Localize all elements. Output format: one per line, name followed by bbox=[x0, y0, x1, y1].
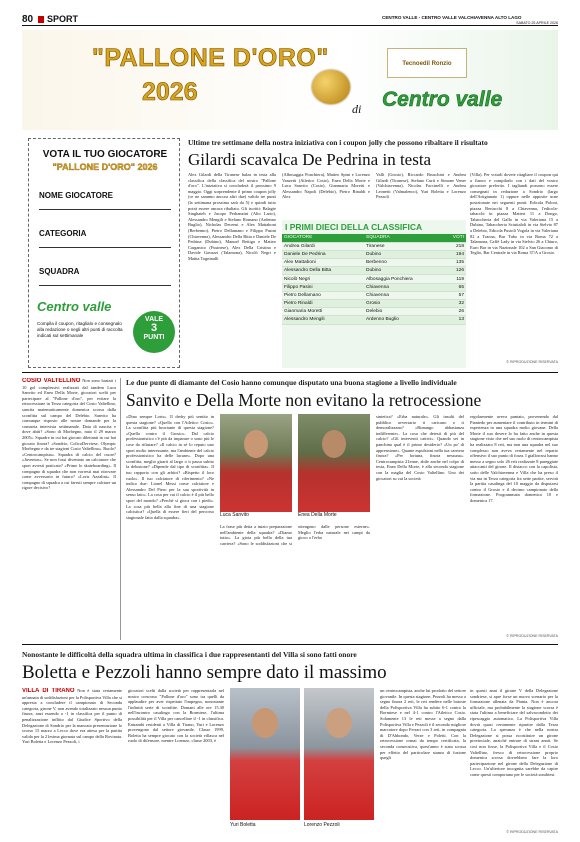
ranking-title: I PRIMI DIECI DELLA CLASSIFICA bbox=[285, 222, 423, 232]
banner-title-line1: "PALLONE D'ORO" bbox=[92, 44, 329, 72]
villa-kicker: Nonostante le difficoltà della squadra ultima in classifica i due rappresentanti del Villa si sono fatti onore bbox=[22, 650, 357, 659]
cosio-kicker: Le due punte di diamante del Cosio hanno comunque disputato una buona stagione a livello individuale bbox=[126, 378, 457, 387]
ranking-row bbox=[282, 283, 466, 291]
coupon-logo: Centro valle bbox=[37, 299, 112, 314]
ranking-header-team: SQUADRA bbox=[364, 234, 436, 242]
ranking-cell-player: Pietro Dellamano bbox=[282, 291, 364, 299]
date-line: SABATO 25 APRILE 2026 bbox=[516, 21, 558, 25]
cosio-left-column bbox=[22, 378, 116, 640]
top-article-copyright: © RIPRODUZIONE RISERVATA bbox=[506, 360, 558, 364]
ranking-cell-team: Berbenno bbox=[364, 259, 436, 267]
ranking-cell-votes: 57 bbox=[436, 291, 466, 299]
ranking-cell-team: Grosio bbox=[364, 300, 436, 308]
coupon-field-team-input[interactable] bbox=[39, 285, 171, 286]
cosio-left-text: Non sono bastati i 10 gol complessivi realizzati dal tandem Luca Sanvito ed Enea Della Morte, giocatori scelti per partecipare al "Pallone d'oro", per evitare la retrocessione in Terza categoria del Cosio Valtellino, sancita matematicamente domenica scorsa dalla sconfitta sul campo del Delebio. Sanvito ha comunque risposto alle nostre domande per la consueta intervista settimanale. Data di nascita e dove abiti? «Sono di Morbegno, nato il 29 marzo 2005». Squadre in cui hai giocato dilettanti in cui hai giocato finora? «Sondrio, ColicoDerviese, Olympic Morbegno e da tre stagioni Cosio Valtellino». Ruolo? «Centrocampista». Squadra di calcio del cuore? «Juventus». Se non fossi diventato un calciatore che sport avresti praticato? «Primo lo skateboarding». Il compagno di squadra che non vorresti mai ritrovare come avversario in futuro? «Loris Azzalini». Il compagno di squadra a cui faresti sempre calciare un rigore decisivo? bbox=[22, 378, 116, 491]
cosio-copyright: © RIPRODUZIONE RISERVATA bbox=[506, 634, 558, 638]
ranking-table bbox=[282, 234, 466, 325]
villa-col1-text: Non è stata certamente un'annata di soddisfazioni per la Polisportiva Villa che si appresta a concludere il campionato di Seconda categoria, girone V, non avendo totalizzato nessun punto finora, anzi essendo a -1 in classifica per il punto di penalizzazione inflitto dal Giudice Sportivo della Delegazione di Sondrio per la mancata presentazione lo scorso 15 marzo a Lecco dove era attesa per la partita valida per la 21esima giornata sul campo della Rovinata. Yuri Boletta e Lorenzo Pezzoli, i bbox=[22, 688, 122, 745]
coupon-field-category-input[interactable] bbox=[39, 247, 171, 248]
page-header bbox=[22, 14, 558, 26]
ranking-header-votes: VOTI bbox=[436, 234, 466, 242]
ranking-cell-player: Andrea Gilardi bbox=[282, 242, 364, 250]
ranking-row bbox=[282, 316, 466, 324]
villa-headline: Boletta e Pezzoli hanno sempre dato il massimo bbox=[22, 662, 387, 683]
ranking-row bbox=[282, 308, 466, 316]
ranking-cell-player: Filippo Pasini bbox=[282, 283, 364, 291]
ranking-cell-team: Chiavenna bbox=[364, 291, 436, 299]
ranking-cell-player: Alessandro Della Bitta bbox=[282, 267, 364, 275]
ranking-cell-votes: 32 bbox=[436, 300, 466, 308]
ranking-cell-player: Alex Mattaboni bbox=[282, 259, 364, 267]
villa-copyright: © RIPRODUZIONE RISERVATA bbox=[506, 830, 558, 834]
vote-coupon[interactable] bbox=[28, 138, 180, 368]
badge-line1: VALE bbox=[144, 316, 164, 323]
coupon-points-badge bbox=[133, 311, 175, 353]
ranking-header-row bbox=[282, 234, 466, 242]
coupon-field-name-label: NOME GIOCATORE bbox=[39, 191, 113, 200]
ranking-cell-team: Ardenno Buglio bbox=[364, 316, 436, 324]
ranking-cell-votes: 65 bbox=[436, 283, 466, 291]
cosio-photo-column-text: La frase più detta a inizio preparazione nell'ambiente della squadra? «Diamo tutto». La gioia più bella della tua carriera? «Sono le soddisfazioni che si ottengono dalle persone esterne». Meglio l'erba naturale nei campi da gioco o l'erba bbox=[220, 524, 370, 546]
ranking-cell-player: Pietro Rinaldi bbox=[282, 300, 364, 308]
ranking-cell-team: Dubino bbox=[364, 267, 436, 275]
ranking-cell-team: Dubino bbox=[364, 250, 436, 258]
top-article-col2: (Albosaggia Ponchiera), Matteo Spini e Lorenzo Vanzetti (Atletico Cosio), Enea Della Morte e Luca Sanvito (Cosio), Gianmaria Moretti e Alessandro Napoli (Delebio), Pietro Rinaldi e Alex bbox=[282, 172, 370, 200]
caption-lorenzo-pezzoli: Lorenzo Pezzoli bbox=[304, 822, 374, 830]
sponsor-logo: Tecnoedil Ronzio bbox=[387, 48, 467, 78]
ranking-cell-team: Tiranese bbox=[364, 242, 436, 250]
cosio-mid-column: «Dino sempre Loris». Il derby più sentito in questa stagione? «Quello con l'Atletico Cosio». La sconfitta più bruciante di questa stagione? «Quella contro il Grosio». Dal calcio professionistico c'è più da imparare o sono più le cose da rifiutare? «Il calcio in sé lo reputo uno sport molto interessante, ma l'ambiente del calcio professionistico ha delle lacune». Dopo una sconfitta, meglio girarti al largo o ti passa subito la delusione? «Dipende dal tipo di sconfitta». Il tuo rapporto con gli arbitri? «Rispetto il loro ruolo». Il tuo calciatore di riferimento? «Ne indico due: Lionel Messi come calciatore e Alessandro Del Piero per la sua sportività in senso lato». La cosa per cui il calcio è il più bello sport del mondo? «Perché si gioca con i piedi». La cosa più bella alla fine di una stagione calcistica? «Quella di essere fieri del percorso stagionale fatto dalla squadra». bbox=[126, 414, 214, 520]
coupon-field-name-input[interactable] bbox=[39, 209, 171, 210]
column-rule bbox=[120, 378, 121, 640]
source-line: CENTRO VALLE - CENTRO VALLE VALCHIAVENNA ALTO LAGO bbox=[382, 15, 522, 20]
ranking-body bbox=[282, 242, 466, 324]
ranking-cell-votes: 194 bbox=[436, 250, 466, 258]
ranking-cell-team: Delebio bbox=[364, 308, 436, 316]
centro-valle-logo: Centro valle bbox=[382, 88, 503, 111]
ranking-cell-votes: 135 bbox=[436, 259, 466, 267]
banner-title-line2: 2026 bbox=[142, 78, 198, 106]
caption-yuri-boletta: Yuri Boletta bbox=[230, 822, 300, 830]
contest-banner bbox=[22, 30, 558, 130]
villa-col3: un centrocampista, anche lui prodotto del settore giovanile. In questa stagione, Pezzoli ha messo a segno finora 2 reti, le reti rendere nelle batoste della Polisportiva Villa ha subito 6-1 contro la Bormiese e nel 4-1 contro l'Atletico Cosio. Solamente 13 le reti messe a segno dalla Polisportiva Villa e Pezzoli è il secondo migliore marcatore dopo Ferrari con 3 reti, in compagnia di D'Abbondo, Verze e Poletti. Con la retrocessione ormai da tempo certificata, la seconda consecutiva, quest'anno è stata scossa per effetto del particolare stanza di fusione quegli bbox=[380, 688, 466, 761]
ranking-row bbox=[282, 267, 466, 275]
villa-col2: giocatori scelti dalla società per rappresentarla nel nostro concorso "Pallone d'oro" sono tra quelli da applaudire per aver rispettato l'impegno, nonostante l'infinità serie di sconfitte. Domani alle ore 15.30 nell'incontro casalingo con la Bormiese, l'ultima possibilità per il Villa per cancellare il -1 in classifica. Entrambi residenti a Villa di Tirano, Yuri e Lorenzo provengono dal settore giovanile. Classe 1999, Boletta ha sempre giocato con la società villasca nel ruolo di difensore, mentre Lorenzo, classe 2003, è bbox=[128, 688, 224, 744]
ranking-cell-player: Nicolò Negri bbox=[282, 275, 364, 283]
caption-luca-sanvito: Luca Sanvito bbox=[220, 512, 292, 520]
ranking-cell-votes: 13 bbox=[436, 316, 466, 324]
ranking-cell-player: Gianmaria Moretti bbox=[282, 308, 364, 316]
cosio-far-column: regolarmente aveva puntato, provenendo dal Piantedo per aumentare il contributo in termini di esperienza in una squadra molto giovane. Della Morte il suo dovere lo ha fatto anche in questa stagione visto che nel suo ruolo di centrocampista ha realizzato 8 reti, ma non una squadra nel suo complesso non aveva certamente nel reparto offensivo il suo punto di forza. I giallorossi hanno messo a segno solo 26 reti realizzate 8 pareggiate attaccanti del girone. Il distacco con la capolista, sotto delle Valchiavenna e Villa che ha preso il via ma in Terza categoria fra sette partite, servirà la partita casalinga del 10 maggio da disputarsi contro il Grosio e il decimo campionato della formazione. Programmata domenica 10 e domenica 17. bbox=[470, 414, 558, 503]
ranking-row bbox=[282, 275, 466, 283]
ranking-cell-votes: 119 bbox=[436, 275, 466, 283]
photo-yuri-boletta bbox=[230, 688, 300, 820]
top-article-headline: Gilardi scavalca De Pedrina in testa bbox=[188, 150, 432, 169]
page-number: 80 bbox=[22, 14, 34, 25]
villa-col1 bbox=[22, 688, 122, 834]
coupon-field-category-label: CATEGORIA bbox=[39, 229, 87, 238]
section-marker bbox=[38, 16, 44, 23]
coupon-subheading: "PALLONE D'ORO" 2026 bbox=[52, 162, 158, 172]
villa-dateline: VILLA DI TIRANO bbox=[22, 688, 75, 694]
caption-enea-della-morte: Enea Della Morte bbox=[298, 512, 370, 520]
top-article-col3: Valli (Grosio), Riccardo Bruschini e Andrea Gilardi (Tiranese), Stefano Curti e Simone Vener (Valchiavenna), Nicolas Faccinelli e Andrea Leonetti (Valmalenco), Yuri Boletta e Lorenzo Pezzoli bbox=[376, 172, 466, 200]
player-face bbox=[252, 708, 278, 738]
cosio-headline: Sanvito e Della Morte non evitano la retrocessione bbox=[126, 390, 482, 410]
ranking-row bbox=[282, 300, 466, 308]
player-face bbox=[244, 430, 268, 458]
player-face bbox=[326, 708, 352, 738]
banner-di: di bbox=[352, 102, 362, 116]
player-face bbox=[322, 430, 346, 458]
divider bbox=[22, 644, 558, 645]
coupon-instructions: Compila il coupon, ritaglialo e consegnalo alla redazione o negli altri punti di raccolta indicati sul settimanale bbox=[37, 321, 123, 338]
coupon-heading: VOTA IL TUO GIOCATORE bbox=[42, 149, 168, 160]
ranking-box bbox=[282, 220, 466, 368]
ranking-row bbox=[282, 250, 466, 258]
top-article-kicker: Ultime tre settimane della nostra iniziativa con i coupon jolly che possono ribaltare il risultato bbox=[188, 138, 488, 147]
coupon-field-team-label: SQUADRA bbox=[39, 267, 80, 276]
cosio-right-column: sintetica? «Erba naturale». Gli insulti del pubblico avversario ti caricano o ti demoralizzano? «Rimango abbastanza indifferente». La cosa che detesti di più del calcio? «Gli interventi cattivi». Quando sei in panchina qual è il primo desiderio? «Un po' di apprensione». Quante espulsioni nella tua carriera finora? «Per fortuna, finora nessuna». Centrocampista 21enne, abile anche nel colpo di testa, Enea Della Morte, è alla seconda stagione con la maglia del Cosio Valtellino. Uno dei giocatori su cui la società bbox=[376, 414, 464, 481]
top-article-col4: (Villa). Per votarli dovete ritagliare il coupon qui a fianco e compilarlo con i dati del vostro giocatore preferito. I tagliandi possono essere consegnati in redazione a Sondrio (largo dell'Artigianato 1) oppure nelle apposite urne posizionate nei seguenti punti: Edicola Poloni, piazza Bertacchi 8 a Chiavenna, l'edicola-tabacchi in piazza Matteri 11 a Dongo, Tabaccheria del Gallo in via Valeriana 15 a Dubino, Tabaccheria Sciuttaloli in via Stelvio 87 a Delebio, Edicola Pustoli Vogola in via Valeriana 82 a Traona, Bar Tubo in via Roma 72 a Talamona, Caffè Lady in via Stelvio 26 a Chiuro, Euro Bar in via Nazionale 102 a San Giacomo di Teglio, Bar Centrale in via Roma 37/A a Grosio. bbox=[470, 172, 558, 256]
photo-luca-sanvito bbox=[220, 414, 292, 512]
photo-enea-della-morte bbox=[298, 414, 370, 512]
badge-line3: PUNTI bbox=[143, 334, 165, 341]
badge-line2: 3 bbox=[150, 322, 158, 334]
ranking-cell-team: Chiavenna bbox=[364, 283, 436, 291]
top-article-col1: Alex Gilardi della Tiranese balza in testa alla classifica della classifica del nostro "Pallone d'oro". L'iniziativa si concluderà il prossimo 9 maggio. Oggi sorprendente il primo coupon jolly (ce ne saranno ancora altri due) valido tre punti (la settimana prossima sarà da 5) e quindi tutto potrà essere ancora ribaltato. Gli iscritti: Balagie Singhateh e Jacopo Pedranzini (Alto Lario), Alessandro Mengili e Stefano Romano (Ardenno Buglio), Nicholas Decensi e Alex Mattaboni (Berbenno), Pietro Dellamano e Filippo Pasini (Chiavenna), Alessandro Della Bitta e Daniele De Pedrina (Dubino), Manuel Bettiga e Matteo Carganico (Fusinese), Alex Della Cristina e Davide Gavazzi (Talamona), Nicolò Negri e Mattia Togninalli bbox=[188, 172, 276, 261]
ranking-cell-votes: 26 bbox=[436, 308, 466, 316]
ranking-row bbox=[282, 242, 466, 250]
ranking-header-player: GIOCATORE bbox=[282, 234, 364, 242]
section-name: SPORT bbox=[47, 14, 79, 24]
trophy-icon bbox=[312, 70, 350, 104]
ranking-row bbox=[282, 291, 466, 299]
photo-lorenzo-pezzoli bbox=[304, 688, 374, 820]
ranking-cell-votes: 218 bbox=[436, 242, 466, 250]
villa-col4: in questi anni il girone V della Delegazione sondriese, si apre forse un nuovo scenario per la formazione allenata da Pianta. Non è ancora ufficiale, ma probabilmente la stagione scorsa è stata l'ultima a beneficiare del salvacondotto dei ripescaggio automatico. La Polisportiva Villa dovrà quasi certamente ripartire dalla Terza categoria. La speranza è che nella nostra Delegazione si possa ricostituire un girone provinciale, anziché entrare di strani annii. Se così non fosse, la Polisportiva Villa e il Cosio Valtellino, fresco di retrocessione proprio domenica scorsa dovrebbero fare la loro partecipazione nel girone della Delegazione di Lecco. Un'ulteriore incognita sarebbe da capire come questi comportano per le società sondriesi. bbox=[470, 688, 558, 777]
ranking-cell-team: Albosaggia Ponchiera bbox=[364, 275, 436, 283]
ranking-cell-player: Alessandro Mengili bbox=[282, 316, 364, 324]
divider bbox=[22, 372, 558, 373]
ranking-cell-votes: 126 bbox=[436, 267, 466, 275]
ranking-row bbox=[282, 259, 466, 267]
ranking-cell-player: Daniele De Pedrina bbox=[282, 250, 364, 258]
cosio-dateline: COSIO VALTELLINO bbox=[22, 378, 81, 384]
